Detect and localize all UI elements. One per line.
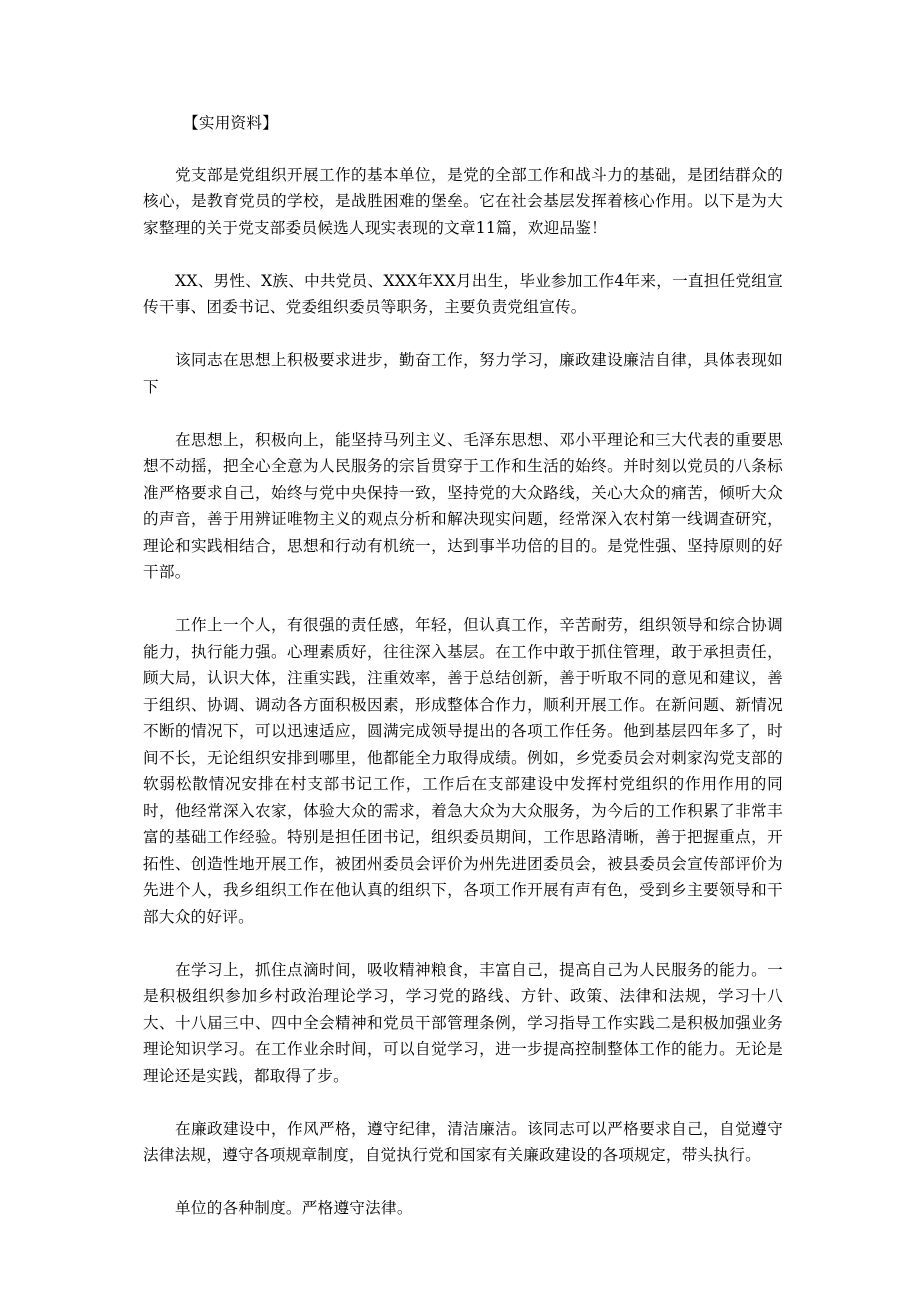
paragraph-work: 工作上一个人，有很强的责任感，年轻，但认真工作，辛苦耐劳，组织领导和综合协调能力，执行能力强。心理素质好，往往深入基层。在工作中敢于抓住管理，敢于承担责任，顾大局，认识大体，注重实践，注重效率，善于总结创新，善于听取不同的意见和建议，善于组织、协调、调动各方面积极因素，形成整体合作力，顺利开展工作。在新问题、新情况不断的情况下，可以迅速适应，圆满完成领导提出的各项工作任务。他到基层四年多了，时间不长，无论组织安排到哪里，他都能全力取得成绩。例如，乡党委员会对刺家沟党支部的软弱松散情况安排在村支部书记工作，工作后在支部建设中发挥村党组织的作用作用的同时，他经常深入农家，体验大众的需求，着急大众为大众服务，为今后的工作积累了非常丰富的基础工作经验。特别是担任团书记，组织委员期间，工作思路清晰，善于把握重点，开拓性、创造性地开展工作，被团州委员会评价为州先进团委员会，被县委员会宣传部评价为先进个人，我乡组织工作在他认真的组织下，各项工作开展有声有色，受到乡主要领导和干部大众的好评。	[143, 616, 783, 926]
paragraph-intro: 党支部是党组织开展工作的基本单位，是党的全部工作和战斗力的基础，是团结群众的核心，是教育党员的学校，是战胜困难的堡垒。它在社会基层发挥着核心作用。以下是为大家整理的关于党支部委员候选人现实表现的文章11篇，欢迎品鉴！	[143, 165, 783, 237]
paragraph-closing: 单位的各种制度。严格遵守法律。	[175, 1199, 413, 1217]
document-tag: 【实用资料】	[183, 114, 279, 132]
document-body	[143, 110, 783, 1248]
paragraph-summary: 该同志在思想上积极要求进步，勤奋工作，努力学习，廉政建设廉洁自律，具体表现如下	[143, 351, 783, 396]
paragraph-profile: XX、男性、X族、中共党员、XXX年XX月出生，毕业参加工作4年来，一直担任党组宣传干事、团委书记、党委组织委员等职务，主要负责党组宣传。	[143, 271, 783, 316]
paragraph-study: 在学习上，抓住点滴时间，吸收精神粮食，丰富自己，提高自己为人民服务的能力。一是积极组织参加乡村政治理论学习，学习党的路线、方针、政策、法律和法规，学习十八大、十八届三中、四中全会精神和党员干部管理条例，学习指导工作实践二是积极加强业务理论知识学习。在工作业余时间，可以自觉学习，进一步提高控制整体工作的能力。无论是理论还是实践，都取得了步。	[143, 960, 783, 1085]
paragraph-ideology: 在思想上，积极向上，能坚持马列主义、毛泽东思想、邓小平理论和三大代表的重要思想不动摇，把全心全意为人民服务的宗旨贯穿于工作和生活的始终。并时刻以党员的八条标准严格要求自己，始终与党中央保持一致，坚持党的大众路线，关心大众的痛苦，倾听大众的声音，善于用辨证唯物主义的观点分析和解决现实问题，经常深入农村第一线调查研究，理论和实践相结合，思想和行动有机统一，达到事半功倍的目的。是党性强、坚持原则的好干部。	[143, 430, 783, 581]
paragraph-integrity: 在廉政建设中，作风严格，遵守纪律，清洁廉洁。该同志可以严格要求自己，自觉遵守法律法规，遵守各项规章制度，自觉执行党和国家有关廉政建设的各项规定，带头执行。	[143, 1119, 783, 1164]
